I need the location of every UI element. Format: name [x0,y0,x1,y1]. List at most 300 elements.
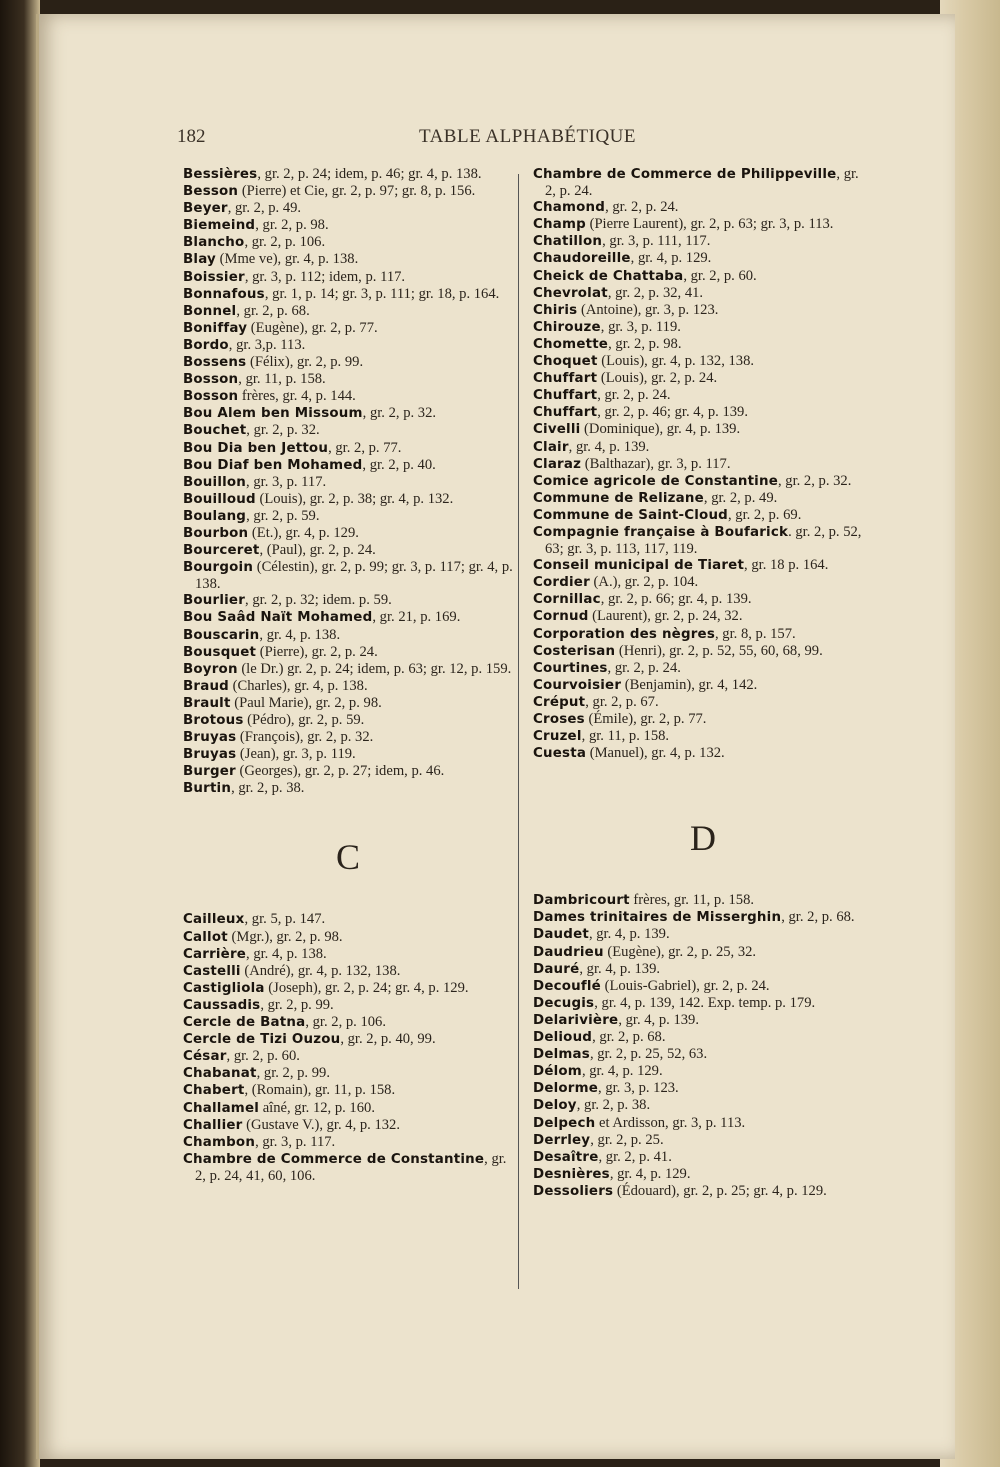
entry-reference: , gr. 4, p. 138. [259,626,341,643]
entry-name: Costerisan [533,643,616,659]
entry-reference: , gr. 2, p. 106. [305,1014,386,1031]
index-entry [533,421,873,438]
index-entry [183,508,513,525]
entry-reference: , gr. 2, p. 99. [260,996,334,1013]
entry-name: Cruzel [533,729,582,745]
entry-name: Compagnie française à Boufarick [533,524,789,540]
entry-name: Beyer [183,201,228,217]
entry-name: Commune de Saint-Cloud [533,507,728,523]
entry-reference: , gr. 4, p. 129. [581,1063,663,1080]
entry-name: Burtin [183,781,232,797]
entry-reference: , gr. 3, p. 123. [598,1080,679,1097]
entry-reference: , gr. 2, p. 25. [590,1131,664,1148]
index-entry [183,303,513,320]
entry-name: Comice agricole de Constantine [533,473,778,489]
entry-reference: (Louis), gr. 4, p. 132, 138. [597,353,755,370]
entry-reference: (Pierre), gr. 2, p. 24. [256,643,378,660]
entry-reference: , gr. 2, p. 24. [597,387,671,404]
entry-name: Desnières [533,1166,610,1182]
entry-reference: , gr. 2, p. 66; gr. 4, p. 139. [600,591,752,608]
index-entry [533,473,873,490]
entry-name: Chamond [533,200,606,216]
section-letter-d: D [690,818,716,859]
entry-reference: , gr. 2, p. 40, 99. [340,1031,436,1048]
entry-reference: (Pierre Laurent), gr. 2, p. 63; gr. 3, p. 113. [585,216,834,233]
entry-reference: , gr. 2, p. 106. [244,234,326,251]
index-entry [183,963,513,980]
entry-reference: , gr. 2, p. 49. [227,200,302,217]
entry-name: Bessières [183,167,258,182]
entry-reference: (Charles), gr. 4, p. 138. [228,677,368,694]
index-entry [533,1166,873,1183]
entry-reference: (Félix), gr. 2, p. 99. [246,354,364,371]
entry-name: Deloy [533,1098,577,1114]
entry-name: Chuffart [533,388,598,404]
index-entry [183,440,513,457]
entry-reference: , gr. 2, p. 68. [781,909,855,926]
entry-reference: (le Dr.) gr. 2, p. 24; idem, p. 63; gr. 12, p. 159. [237,660,512,677]
index-entry [533,285,873,302]
entry-name: Dames trinitaires de Misserghin [533,910,782,926]
index-entry [183,542,513,559]
entry-reference: (Paul Marie), gr. 2, p. 98. [230,694,382,711]
entry-reference: , gr. 2, p. 68. [592,1029,666,1046]
entry-name: Bouillon [183,474,247,490]
entry-name: Cordier [533,575,590,591]
index-entry [183,251,513,268]
index-entry [183,997,513,1014]
entry-reference: . gr. 2, p. 52, 63; gr. 3, p. 113, 117, 119. [545,523,862,558]
entry-name: Bruyas [183,730,237,746]
index-entry [533,745,873,762]
index-entry [183,1134,513,1151]
entry-name: Chevrolat [533,285,608,301]
entry-reference: , gr. 2, p. 32. [246,422,320,439]
index-entry [183,525,513,542]
entry-reference: (Célestin), gr. 2, p. 99; gr. 3, p. 117; gr. 4, p. 138. [195,559,513,593]
index-entry [183,780,513,797]
entry-name: Besson [183,184,239,200]
index-entry [533,909,873,926]
entry-name: Chatillon [533,234,603,250]
entry-reference: , gr. 2, p. 32. [777,472,852,489]
entry-name: Bourceret [183,543,260,559]
entry-name: Decugis [533,995,595,1011]
entry-name: Cailleux [183,912,245,928]
entry-reference: (Jean), gr. 3, p. 119. [236,746,356,763]
entry-reference: (Henri), gr. 2, p. 52, 55, 60, 68, 99. [615,642,823,659]
index-entry [183,217,513,234]
entry-name: Bourgoin [183,560,254,576]
entry-name: Chaudoreille [533,251,631,267]
index-entry [183,1117,513,1134]
entry-reference: (Pédro), gr. 2, p. 59. [243,712,365,728]
entry-reference: (Mme ve), gr. 4, p. 138. [215,251,359,268]
entry-reference: (Mgr.), gr. 2, p. 98. [227,928,343,945]
index-entry [533,439,873,456]
entry-reference: (Et.), gr. 4, p. 129. [248,524,359,541]
right-column [533,166,873,1200]
entry-reference: (A.), gr. 2, p. 104. [589,574,699,591]
entry-reference: , gr. 21, p. 169. [372,609,461,626]
page-number: 182 [177,126,206,147]
index-entry [183,695,513,712]
entry-name: Bourlier [183,593,246,609]
index-entry [183,929,513,946]
entry-reference: (Louis), gr. 2, p. 38; gr. 4, p. 132. [255,490,454,507]
entry-name: Brotous [183,713,244,728]
entry-reference: , gr. 2, p. 98. [255,217,329,234]
entry-reference: , gr. 2, p. 25, 52, 63. [589,1046,708,1063]
entry-name: Courvoisier [533,677,622,693]
index-entry [183,491,513,508]
index-entry [533,1097,873,1114]
entry-reference: , gr. 2, p. 24. [545,166,859,200]
entry-reference: , gr. 2, p. 67. [585,693,659,710]
entry-reference: , gr. 2, p. 59. [246,507,320,524]
index-entry [183,1151,513,1184]
index-entry [183,457,513,474]
index-entry [183,337,513,354]
index-entry [183,200,513,217]
entry-name: Bousquet [183,644,257,660]
column-divider [518,174,519,1289]
entry-reference: , gr. 2, p. 24. [605,199,679,216]
entry-name: Chuffart [533,405,598,421]
entry-name: Bou Saâd Naït Mohamed [183,610,373,626]
index-entry [533,1012,873,1029]
entry-reference: , gr. 8, p. 157. [715,625,796,642]
index-entry [183,763,513,780]
index-entry [183,980,513,997]
index-entry [533,404,873,421]
entry-reference: , gr. 2, p. 32, 41. [607,284,704,301]
index-entry [183,320,513,337]
index-entry [183,1065,513,1082]
entry-reference: (Manuel), gr. 4, p. 132. [586,745,725,762]
entry-name: Bossens [183,355,247,371]
entry-reference: , gr. 3, p. 111, 117. [602,233,711,250]
entry-reference: (Antoine), gr. 3, p. 123. [577,301,719,318]
entry-name: Dessoliers [533,1183,614,1199]
entry-name: Bou Alem ben Missoum [183,406,363,422]
entry-name: César [183,1049,227,1065]
entry-reference: (Georges), gr. 2, p. 27; idem, p. 46. [235,763,445,780]
entry-reference: (Laurent), gr. 2, p. 24, 32. [588,608,743,625]
entry-reference: , gr. 2, p. 46; gr. 4, p. 139. [597,404,748,421]
entry-name: Bou Dia ben Jettou [183,440,329,456]
index-entry [533,591,873,608]
index-entry [533,490,873,507]
entry-name: Bordo [183,337,229,353]
entry-reference: (Dominique), gr. 4, p. 139. [580,421,741,438]
left-column [183,166,513,1184]
entry-name: Daudrieu [533,944,604,960]
entry-name: Chabanat [183,1066,257,1082]
entry-name: Chuffart [533,371,598,387]
entry-name: Delioud [533,1030,593,1046]
entry-reference: , gr. 2, p. 60. [226,1048,300,1065]
index-entry [533,574,873,591]
index-entry [533,1132,873,1149]
entry-name: Chirouze [533,319,601,335]
entries-c-continued [533,166,873,762]
index-entry [533,250,873,267]
entry-name: Cercle de Batna [183,1015,306,1031]
index-entry [533,728,873,745]
entry-name: Créput [533,694,586,710]
index-entry [533,166,873,199]
entry-name: Biemeind [183,218,256,234]
index-entry [533,677,873,694]
entry-reference: , gr. 3,p. 113. [228,336,306,353]
entry-name: Bonnel [183,303,237,319]
page [36,14,955,1459]
entry-name: Braud [183,678,229,694]
index-entry [183,1014,513,1031]
entry-reference: , gr. 4, p. 139, 142. Exp. temp. p. 179. [594,994,816,1011]
index-entry [183,946,513,963]
index-entry [183,678,513,695]
index-entry [533,926,873,943]
entry-reference: , gr. 2, p. 68. [236,302,310,319]
index-entry [533,557,873,574]
entry-name: Cornillac [533,592,601,608]
entry-name: Challamel [183,1100,260,1116]
index-entry [533,302,873,319]
entry-name: Bruyas [183,747,237,763]
entry-name: Desaître [533,1149,599,1165]
entry-reference: (Pierre) et Cie, gr. 2, p. 97; gr. 8, p. 156. [238,183,476,200]
entry-reference: , gr. 2, p. 60. [683,267,757,284]
entry-reference: (Eugène), gr. 2, p. 77. [247,319,378,336]
index-entry [533,1115,873,1132]
index-entry [533,336,873,353]
entry-name: Civelli [533,422,581,438]
entry-name: Commune de Relizane [533,490,704,506]
index-entry [183,405,513,422]
entry-name: Chabert [183,1083,245,1099]
entry-reference: , gr. 3, p. 117. [255,1133,336,1150]
entry-name: Croses [533,712,585,727]
index-entry [183,609,513,626]
entry-name: Cuesta [533,746,587,762]
entry-name: Chiris [533,302,578,318]
index-entry [533,216,873,233]
index-entry [183,1031,513,1048]
index-entry [533,1029,873,1046]
entries-d [533,892,873,1200]
index-entry [533,694,873,711]
index-entry [183,166,513,183]
index-entry [183,269,513,286]
entry-name: Claraz [533,456,582,472]
index-entry [183,474,513,491]
entry-reference: , gr. 2, p. 49. [703,489,778,506]
section-letter-c: C [335,837,360,878]
entry-name: Boniffay [183,320,248,336]
entry-reference: (Gustave V.), gr. 4, p. 132. [242,1116,401,1133]
entry-reference: , gr. 11, p. 158. [238,371,326,388]
index-entry [183,354,513,371]
entry-reference: (François), gr. 2, p. 32. [236,729,374,746]
entry-reference: , gr. 2, p. 38. [231,780,305,797]
index-entry [183,1048,513,1065]
entry-name: Délom [533,1064,582,1080]
entry-name: Champ [533,217,586,233]
entry-name: Decouflé [533,978,601,994]
index-entry [183,559,513,592]
entry-reference: , gr. 18 p. 164. [744,557,829,574]
entry-name: Castelli [183,963,241,979]
entry-reference: frères, gr. 11, p. 158. [629,892,755,909]
entry-name: Bonnafous [183,286,265,302]
index-entry [533,524,873,557]
entry-name: Boissier [183,269,245,285]
index-entry [183,1082,513,1099]
entry-reference: , gr. 11, p. 158. [581,728,670,745]
index-entry [533,387,873,404]
index-entry [533,995,873,1012]
entry-reference: , gr. 3, p. 112; idem, p. 117. [244,268,406,285]
entry-name: Bou Diaf ben Mohamed [183,457,363,473]
entry-name: Chambon [183,1134,256,1150]
entry-name: Chambre de Commerce de Constantine [183,1151,485,1167]
entry-reference: , gr. 4, p. 129. [630,250,712,267]
entry-name: Courtines [533,660,608,676]
entry-name: Delarivière [533,1012,619,1028]
entry-reference: frères, gr. 4, p. 144. [238,388,356,405]
index-entry [533,233,873,250]
entry-name: Bouscarin [183,627,260,643]
entry-name: Chomette [533,336,609,352]
entry-reference: , gr. 1, p. 14; gr. 3, p. 111; gr. 18, p. 164. [264,285,500,302]
index-entry [533,370,873,387]
entry-reference: (Louis-Gabriel), gr. 2, p. 24. [600,977,770,994]
index-entry [533,961,873,978]
entry-name: Chambre de Commerce de Philippeville [533,167,837,182]
entry-reference: , gr. 4, p. 139. [568,438,650,455]
entry-name: Cornud [533,609,589,625]
entry-name: Clair [533,439,569,455]
entry-name: Bouchet [183,423,247,439]
index-entry [533,199,873,216]
entry-name: Burger [183,764,236,780]
index-entry [533,711,873,728]
entry-name: Bouilloud [183,491,256,507]
entry-reference: (André), gr. 4, p. 132, 138. [240,962,401,979]
entry-reference: et Ardisson, gr. 3, p. 113. [595,1114,746,1131]
entry-name: Delmas [533,1047,590,1063]
entry-reference: , gr. 2, p. 24. [607,659,681,676]
index-entry [533,507,873,524]
index-entry [183,234,513,251]
entry-reference: , (Romain), gr. 11, p. 158. [244,1082,396,1099]
entry-name: Delorme [533,1081,599,1097]
entry-reference: , gr. 2, p. 24; idem, p. 46; gr. 4, p. 138. [257,166,482,182]
index-entry [183,712,513,729]
entry-name: Boulang [183,508,247,524]
entry-reference: , gr. 2, p. 98. [608,335,682,352]
entry-reference: (Édouard), gr. 2, p. 25; gr. 4, p. 129. [613,1182,827,1199]
index-entry [183,627,513,644]
entry-reference: , gr. 4, p. 139. [588,926,670,943]
entry-reference: (Benjamin), gr. 4, 142. [621,676,758,693]
entry-name: Caussadis [183,997,261,1013]
index-entry [183,183,513,200]
entry-reference: (Balthazar), gr. 3, p. 117. [581,455,731,472]
index-entry [533,978,873,995]
entry-reference: aîné, gr. 12, p. 160. [259,1099,375,1116]
entries-c [183,911,513,1184]
entry-reference: , gr. 2, p. 41. [598,1148,672,1165]
entry-name: Dauré [533,961,580,977]
entry-name: Cercle de Tizi Ouzou [183,1032,341,1048]
index-entry [533,626,873,643]
entry-reference: , gr. 2, p. 24, 41, 60, 106. [195,1150,507,1184]
index-entry [533,1046,873,1063]
entry-name: Carrière [183,946,247,962]
index-entry [183,1100,513,1117]
entry-reference: (Émile), gr. 2, p. 77. [584,711,707,727]
entry-name: Cheick de Chattaba [533,268,684,284]
entry-reference: , gr. 2, p. 32; idem. p. 59. [245,592,392,609]
entry-name: Derrley [533,1132,591,1148]
index-entry [533,319,873,336]
index-entry [533,1063,873,1080]
book-spine [0,0,40,1467]
entry-reference: (Eugène), gr. 2, p. 25, 32. [603,943,757,960]
entries-b [183,166,513,797]
entry-reference: , gr. 3, p. 117. [246,473,327,490]
entry-name: Blay [183,252,216,268]
entry-reference: , gr. 2, p. 40. [362,456,436,473]
index-entry [533,643,873,660]
entry-name: Brault [183,695,231,711]
index-entry [533,944,873,961]
entry-name: Bosson [183,372,239,388]
entry-reference: , gr. 4, p. 139. [579,960,661,977]
entry-name: Dambricourt [533,893,630,909]
index-entry [183,661,513,678]
index-entry [183,371,513,388]
index-entry [183,422,513,439]
entry-reference: , gr. 2, p. 38. [576,1097,651,1114]
entry-reference: (Joseph), gr. 2, p. 24; gr. 4, p. 129. [264,979,469,996]
index-entry [533,1080,873,1097]
entry-reference: , gr. 2, p. 77. [328,439,402,456]
entry-name: Choquet [533,354,598,370]
entry-reference: , gr. 4, p. 138. [246,945,327,962]
index-entry [183,388,513,405]
index-entry [533,268,873,285]
index-entry [533,660,873,677]
entry-name: Bosson [183,389,239,405]
entry-reference: , gr. 2, p. 99. [256,1065,330,1082]
index-entry [183,644,513,661]
entry-reference: , gr. 5, p. 147. [244,911,326,928]
entry-reference: , gr. 3, p. 119. [600,318,681,335]
entry-reference: (Louis), gr. 2, p. 24. [597,370,718,387]
entry-name: Challier [183,1117,243,1133]
entry-name: Callot [183,929,228,945]
entry-name: Blancho [183,235,245,251]
index-entry [533,608,873,625]
index-entry [533,353,873,370]
entry-reference: , (Paul), gr. 2, p. 24. [259,542,376,559]
index-entry [183,286,513,303]
index-entry [183,911,513,928]
